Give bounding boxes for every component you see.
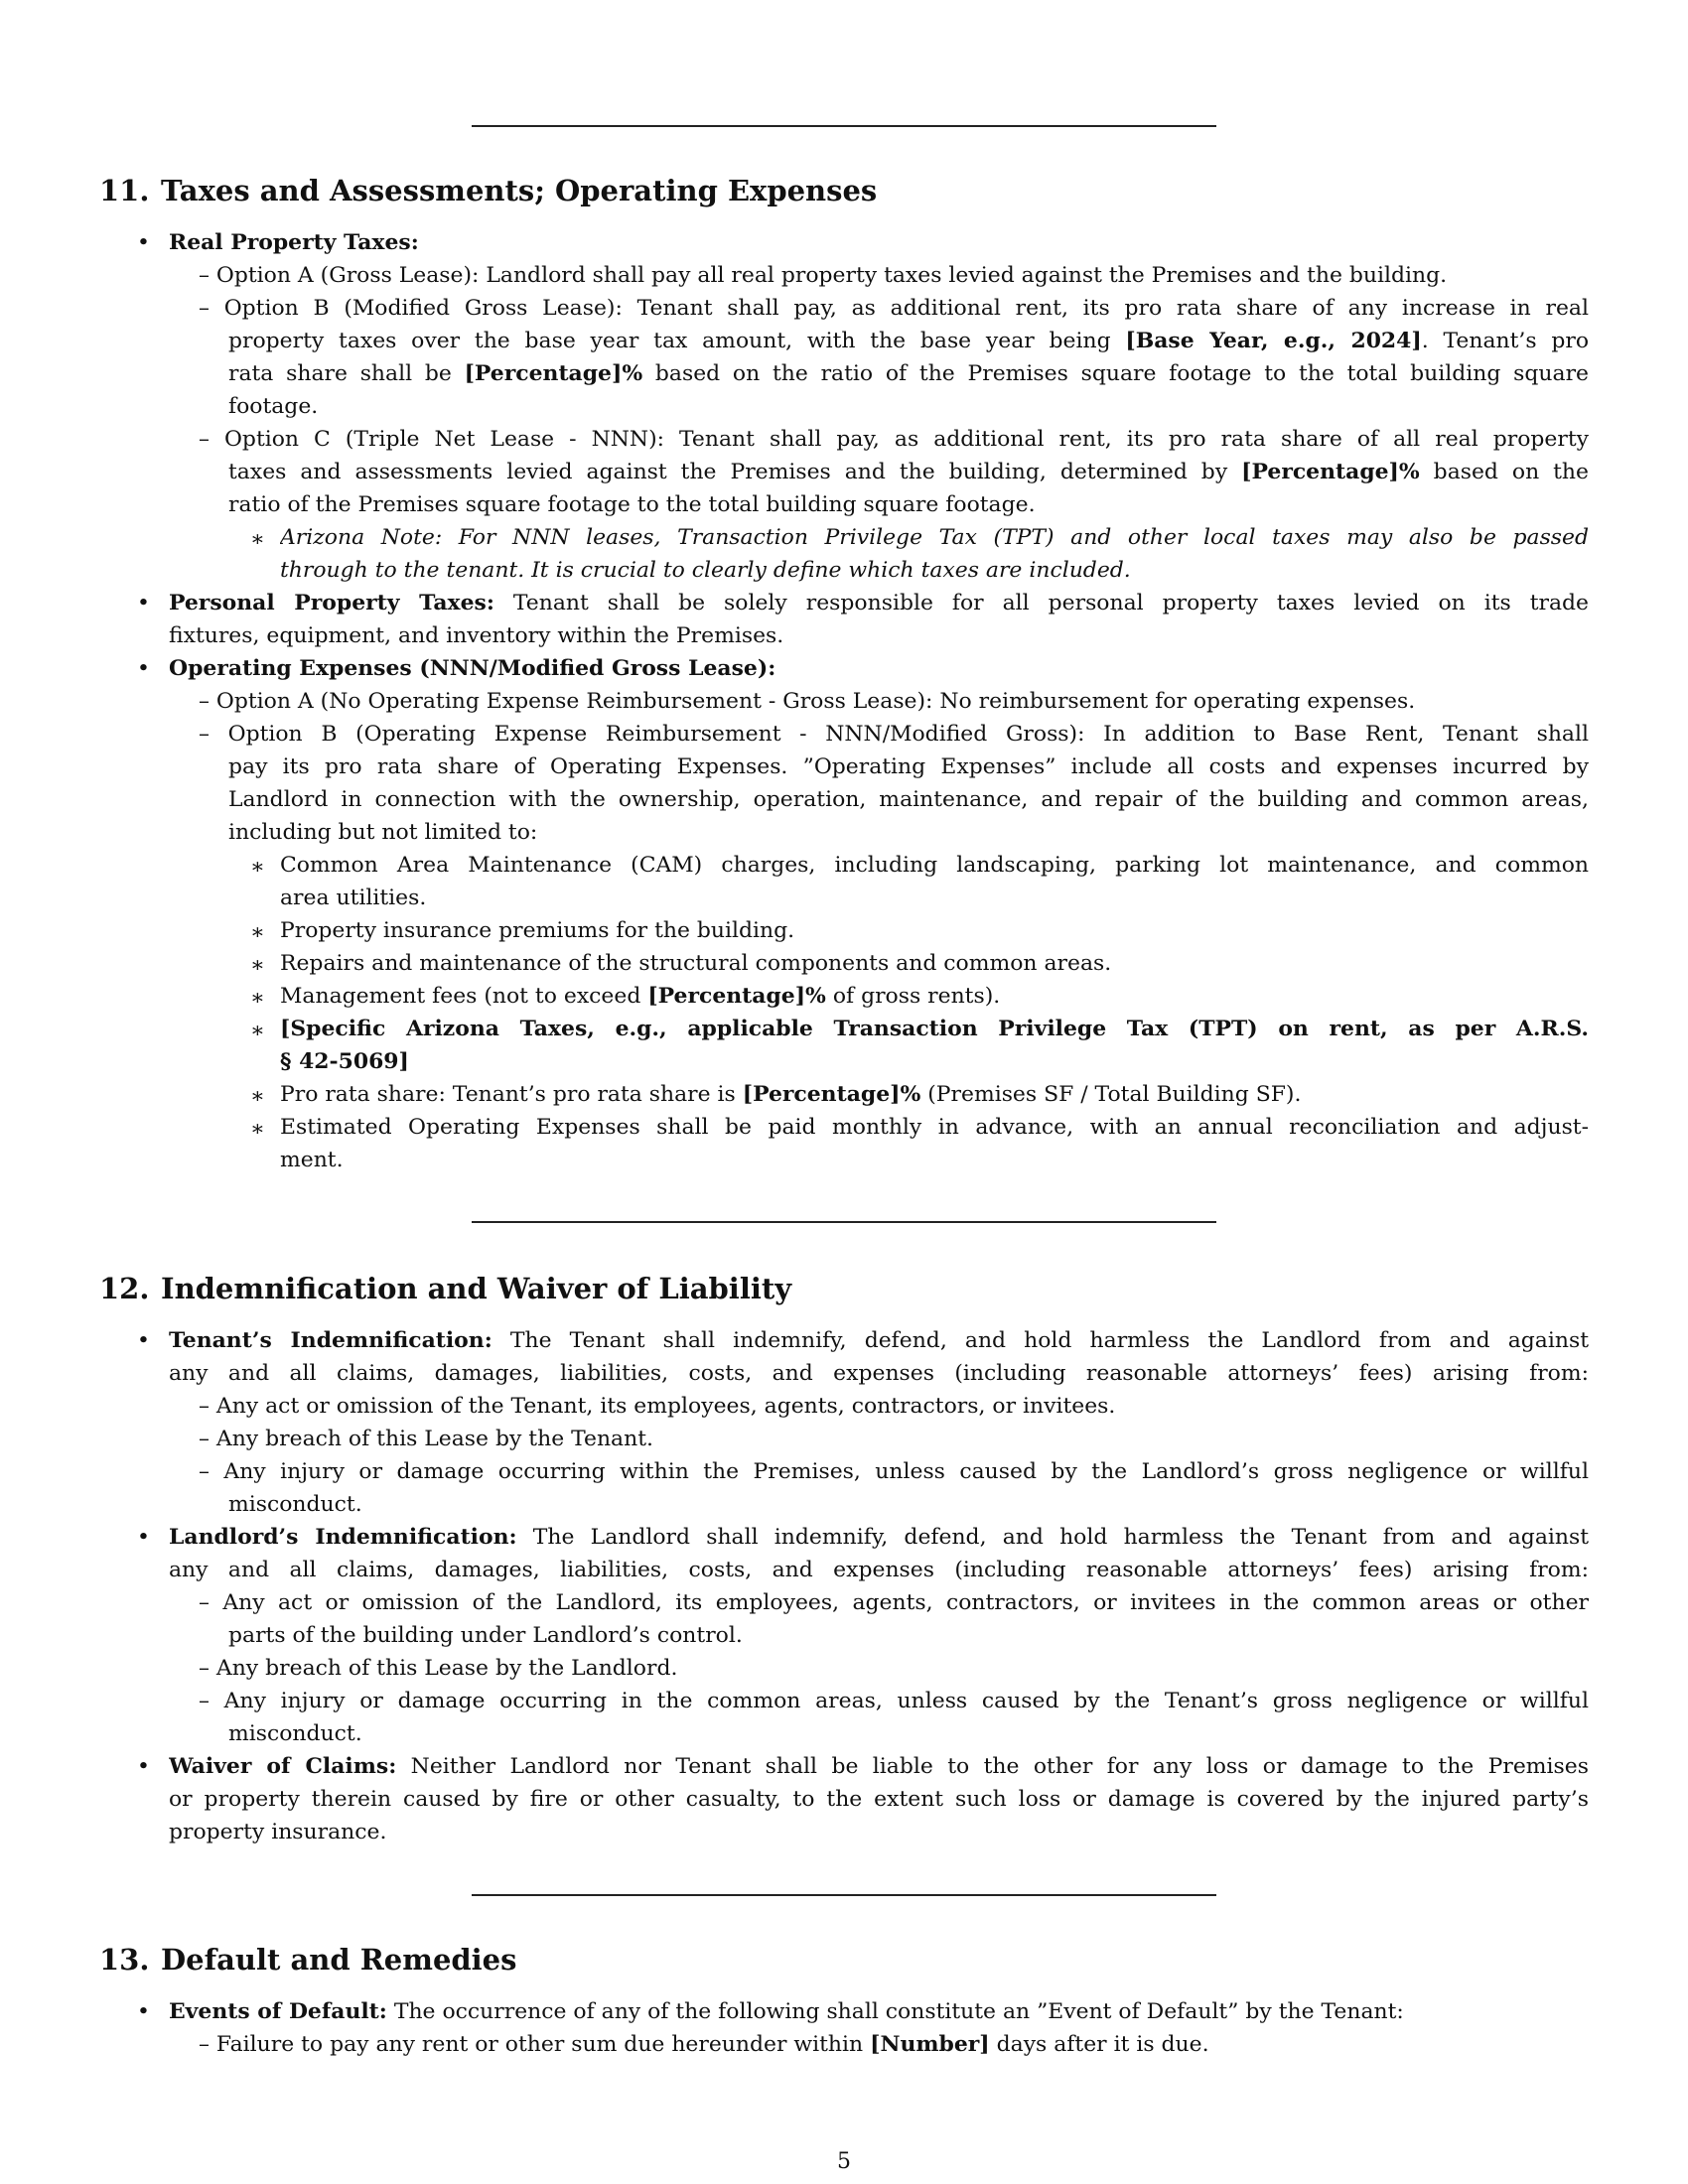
tenant-item-3-line-1: – Any injury or damage occurring within the Premises, unless caused by the Landlord’s gross negligence or willful <box>199 1459 1589 1484</box>
percentage-placeholder: [Percentage]% <box>464 360 643 386</box>
insurance-item: Property insurance premiums for the building. <box>280 918 795 943</box>
bullet-icon: • <box>137 230 150 255</box>
section-divider <box>472 1894 1216 1896</box>
tenant-indemnification-line-1: Tenant’s Indemnification: The Tenant shall indemnify, defend, and hold harmless the Landlord from and against <box>169 1327 1589 1353</box>
personal-property-heading: Personal Property Taxes: <box>169 590 494 615</box>
option-a-gross-lease: – Option A (Gross Lease): Landlord shall pay all real property taxes levied against the Premises and the building. <box>199 263 1448 288</box>
tenant-item-1: – Any act or omission of the Tenant, its employees, agents, contractors, or invitees. <box>199 1394 1116 1419</box>
bullet-icon: • <box>137 656 150 681</box>
operating-expenses-heading: Operating Expenses (NNN/Modified Gross Lease): <box>169 655 776 681</box>
bullet-icon: • <box>137 1525 150 1550</box>
section-13-heading <box>99 1942 516 1978</box>
asterisk-bullet-icon: ∗ <box>250 527 265 552</box>
option-b-line-1: – Option B (Modified Gross Lease): Tenant shall pay, as additional rent, its pro rata share of any increase in real <box>199 296 1589 321</box>
section-divider <box>472 125 1216 127</box>
cam-line-2: area utilities. <box>280 886 427 910</box>
waiver-line-3: property insurance. <box>169 1820 387 1844</box>
landlord-item-3-line-1: – Any injury or damage occurring in the common areas, unless caused by the Tenant’s gross negligence or willful <box>199 1689 1589 1713</box>
section-number: 13. <box>99 1943 150 1977</box>
base-year-placeholder: [Base Year, e.g., 2024] <box>1125 328 1422 353</box>
tenant-item-3-line-2: misconduct. <box>228 1492 362 1517</box>
percentage-placeholder: [Percentage]% <box>742 1081 921 1107</box>
asterisk-bullet-icon: ∗ <box>250 986 265 1011</box>
section-divider <box>472 1221 1216 1223</box>
section-title: Taxes and Assessments; Operating Expenses <box>161 174 878 207</box>
personal-property-line-1: Personal Property Taxes: Tenant shall be solely responsible for all personal property taxes levied on its trade <box>169 590 1589 615</box>
option-c-line-2: taxes and assessments levied against the Premises and the building, determined by [Percentage]% based on the <box>228 459 1589 484</box>
events-of-default-heading: Events of Default: <box>169 1998 387 2024</box>
section-number: 11. <box>99 174 150 207</box>
landlord-item-1-line-1: – Any act or omission of the Landlord, its employees, agents, contractors, or invitees in the common areas or other <box>199 1590 1589 1615</box>
bullet-icon: • <box>137 591 150 615</box>
opex-option-b-line-3: Landlord in connection with the ownership, operation, maintenance, and repair of the building and common areas, <box>228 787 1589 812</box>
events-of-default: Events of Default: The occurrence of any of the following shall constitute an ”Event of Default” by the Tenant: <box>169 1998 1404 2024</box>
landlord-indemnification-heading: Landlord’s Indemnification: <box>169 1524 517 1550</box>
percentage-placeholder: [Percentage]% <box>1241 459 1420 484</box>
arizona-note-line-2: through to the tenant. It is crucial to clearly define which taxes are included. <box>280 558 1131 583</box>
tenant-indemnification-line-2: any and all claims, damages, liabilities, costs, and expenses (including reasonable attorneys’ fees) arising from: <box>169 1361 1589 1386</box>
option-b-line-2: property taxes over the base year tax amount, with the base year being [Base Year, e.g., 2024]. Tenant’s pro <box>228 328 1589 353</box>
asterisk-bullet-icon: ∗ <box>250 1084 265 1109</box>
section-number: 12. <box>99 1272 150 1305</box>
waiver-line-1: Waiver of Claims: Neither Landlord nor Tenant shall be liable to the other for any loss or damage to the Premises <box>169 1753 1589 1779</box>
landlord-indemnification-line-1: Landlord’s Indemnification: The Landlord shall indemnify, defend, and hold harmless the Tenant from and against <box>169 1524 1589 1550</box>
repairs-item: Repairs and maintenance of the structural components and common areas. <box>280 951 1112 976</box>
real-property-taxes-heading: Real Property Taxes: <box>169 229 419 255</box>
opex-option-b-line-1: – Option B (Operating Expense Reimbursement - NNN/Modified Gross): In addition to Base Rent, Tenant shall <box>199 722 1589 747</box>
number-placeholder: [Number] <box>870 2031 990 2057</box>
landlord-indemnification-line-2: any and all claims, damages, liabilities, costs, and expenses (including reasonable attorneys’ fees) arising from: <box>169 1558 1589 1582</box>
waiver-of-claims-heading: Waiver of Claims: <box>169 1753 397 1779</box>
asterisk-bullet-icon: ∗ <box>250 953 265 978</box>
arizona-note-line-1: Arizona Note: For NNN leases, Transaction Privilege Tax (TPT) and other local taxes may also be passed <box>280 525 1589 550</box>
asterisk-bullet-icon: ∗ <box>250 920 265 945</box>
opex-option-b-line-2: pay its pro rata share of Operating Expenses. ”Operating Expenses” include all costs and expenses incurred by <box>228 754 1589 779</box>
landlord-item-3-line-2: misconduct. <box>228 1721 362 1746</box>
bullet-icon: • <box>137 1999 150 2024</box>
section-title: Default and Remedies <box>161 1943 517 1977</box>
tenant-item-2: – Any breach of this Lease by the Tenant. <box>199 1427 653 1451</box>
option-b-line-4: footage. <box>228 394 319 419</box>
bullet-icon: • <box>137 1754 150 1779</box>
cam-line-1: Common Area Maintenance (CAM) charges, including landscaping, parking lot maintenance, and common <box>280 853 1589 878</box>
management-fees-item: Management fees (not to exceed [Percentage]% of gross rents). <box>280 983 1001 1009</box>
landlord-item-1-line-2: parts of the building under Landlord’s control. <box>228 1623 743 1648</box>
section-12-heading <box>99 1271 791 1306</box>
option-b-line-3: rata share shall be [Percentage]% based on the ratio of the Premises square footage to the total building square <box>228 360 1589 386</box>
landlord-item-2: – Any breach of this Lease by the Landlord. <box>199 1656 678 1681</box>
waiver-line-2: or property therein caused by fire or other casualty, to the extent such loss or damage is covered by the injured party’s <box>169 1787 1589 1812</box>
failure-to-pay-item: – Failure to pay any rent or other sum due hereunder within [Number] days after it is due. <box>199 2031 1209 2057</box>
pro-rata-item: Pro rata share: Tenant’s pro rata share is [Percentage]% (Premises SF / Total Building SF). <box>280 1081 1302 1107</box>
personal-property-line-2: fixtures, equipment, and inventory within the Premises. <box>169 623 784 648</box>
estimated-opex-line-1: Estimated Operating Expenses shall be paid monthly in advance, with an annual reconciliation and adjust- <box>280 1115 1589 1140</box>
arizona-taxes-line-2: § 42-5069] <box>280 1048 409 1074</box>
asterisk-bullet-icon: ∗ <box>250 855 265 880</box>
opex-option-b-line-4: including but not limited to: <box>228 820 538 845</box>
bullet-icon: • <box>137 1328 150 1353</box>
estimated-opex-line-2: ment. <box>280 1148 344 1172</box>
option-c-line-1: – Option C (Triple Net Lease - NNN): Tenant shall pay, as additional rent, its pro rata share of all real property <box>199 427 1589 452</box>
asterisk-bullet-icon: ∗ <box>250 1019 265 1043</box>
option-c-line-3: ratio of the Premises square footage to the total building square footage. <box>228 492 1036 517</box>
arizona-taxes-line-1: [Specific Arizona Taxes, e.g., applicable Transaction Privilege Tax (TPT) on rent, as per A.R.S. <box>280 1016 1589 1041</box>
page-number: 5 <box>837 2149 851 2174</box>
tenant-indemnification-heading: Tenant’s Indemnification: <box>169 1327 492 1353</box>
opex-option-a: – Option A (No Operating Expense Reimbursement - Gross Lease): No reimbursement for operating expenses. <box>199 689 1416 714</box>
section-11-heading <box>99 173 877 208</box>
asterisk-bullet-icon: ∗ <box>250 1117 265 1142</box>
percentage-placeholder: [Percentage]% <box>647 983 826 1009</box>
section-title: Indemnification and Waiver of Liability <box>161 1272 792 1305</box>
